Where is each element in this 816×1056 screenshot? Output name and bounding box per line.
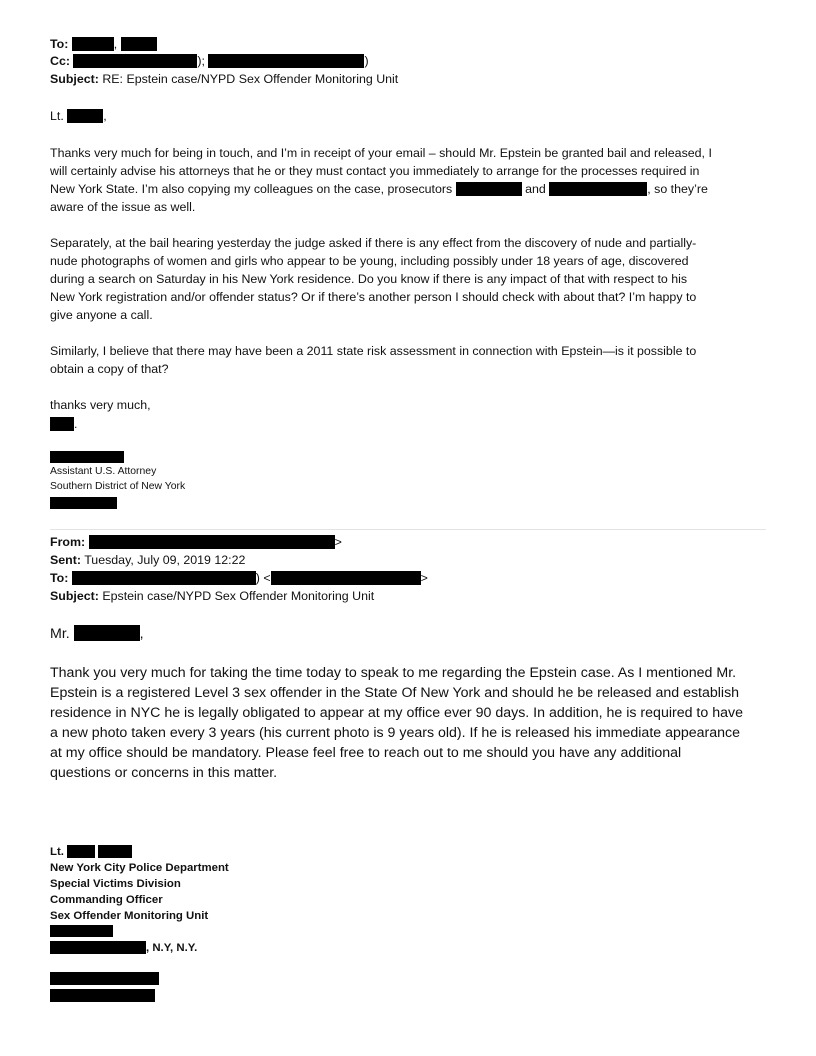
body-line: questions or concerns in this matter. — [50, 765, 278, 781]
to-mid: ) < — [255, 571, 271, 585]
redacted-sender-name — [50, 417, 74, 431]
p1-line: aware of the issue as well. — [50, 200, 196, 214]
p2-line: during a search on Saturday in his New York residence. Do you know if there is any impact of that with respect to his — [50, 272, 688, 286]
closing: thanks very much, — [50, 398, 151, 412]
p1-text: New York State. I’m also copying my colleagues on the case, prosecutors — [50, 182, 453, 196]
sig-office: Southern District of New York — [50, 481, 186, 492]
to-separator: , — [113, 37, 118, 51]
cc-end: ) — [364, 54, 369, 68]
p2-line: give anyone a call. — [50, 308, 153, 322]
p2-line: nude photographs of women and girls who appear to be young, including possibly under 18 years of age, discovered — [50, 254, 689, 268]
original-salutation — [50, 625, 144, 643]
redacted-prosecutor — [549, 182, 647, 196]
redacted-sender-address — [89, 535, 335, 549]
body-line: residence in NYC he is legally obligated to appear at my office ever 90 days. In addition, he is required to have — [50, 705, 743, 721]
redacted-signature-contact — [50, 497, 117, 509]
redacted-officer-last — [98, 845, 132, 858]
original-subject: Epstein case/NYPD Sex Offender Monitoring Unit — [102, 589, 375, 603]
redacted-name — [67, 109, 103, 123]
original-to-line — [50, 571, 428, 586]
cc-separator: ); — [197, 54, 205, 68]
redacted-email — [50, 989, 155, 1002]
redacted-officer-first — [67, 845, 95, 858]
p1-line: will certainly advise his attorneys that he or they must contact you immediately to arrange for the processes required in — [50, 164, 700, 178]
divider — [50, 529, 766, 530]
redacted-street — [50, 941, 146, 954]
redacted-cc-recipient — [208, 54, 364, 68]
body-line: Epstein is a registered Level 3 sex offender in the State Of New York and should he be released and establish — [50, 685, 740, 701]
closing-end: . — [74, 417, 78, 431]
sig-line: Sex Offender Monitoring Unit — [50, 910, 209, 922]
redacted-cc-recipient — [73, 54, 197, 68]
reply-salutation — [50, 109, 107, 124]
sig-title: Assistant U.S. Attorney — [50, 466, 157, 477]
sig-line: Special Victims Division — [50, 878, 181, 890]
sig-line: Commanding Officer — [50, 894, 163, 906]
body-line: a new photo taken every 3 years (his current photo is 9 years old). If he is released his immediate appearance — [50, 725, 741, 741]
redacted-address-line — [50, 925, 113, 937]
sig-prefix: Lt. — [50, 846, 64, 858]
p1-text: , so they’re — [647, 182, 708, 196]
p1-line: Thanks very much for being in touch, and I’m in receipt of your email – should Mr. Epstein be granted bail and released, I — [50, 146, 712, 160]
redacted-recipient — [72, 37, 114, 51]
closing-name — [50, 417, 77, 432]
reply-cc-line — [50, 54, 369, 69]
body-line: at my office should be mandatory. Please feel free to reach out to me should you have any additional — [50, 745, 682, 761]
p3-line: Similarly, I believe that there may have been a 2011 state risk assessment in connection with Epstein—is it possible to — [50, 344, 697, 358]
sig-line: New York City Police Department — [50, 862, 229, 874]
redacted-name — [74, 625, 140, 641]
original-sent-line — [50, 553, 245, 568]
salutation-suffix: , — [103, 109, 107, 123]
redacted-prosecutor — [456, 182, 522, 196]
redacted-phone — [50, 972, 159, 985]
to-label: To: — [50, 571, 69, 585]
from-end: > — [334, 535, 342, 549]
sig-city-line — [50, 940, 197, 956]
redacted-recipient — [72, 571, 256, 585]
p1-line — [50, 182, 708, 197]
reply-subject: RE: Epstein case/NYPD Sex Offender Monitoring Unit — [102, 72, 399, 86]
cc-label: Cc: — [50, 54, 70, 68]
officer-name-line — [50, 844, 132, 860]
salutation-prefix: Mr. — [50, 626, 70, 642]
to-label: To: — [50, 37, 69, 51]
reply-subject-line — [50, 72, 398, 87]
to-end: > — [420, 571, 428, 585]
p1-text: and — [525, 182, 546, 196]
sent-date: Tuesday, July 09, 2019 12:22 — [84, 553, 246, 567]
sig-city: , N.Y, N.Y. — [146, 942, 198, 954]
redacted-signature-name — [50, 451, 124, 463]
p2-line: New York registration and/or offender status? Or if there’s another person I should check with about that? I’m happy to — [50, 290, 697, 304]
original-from-line — [50, 535, 342, 550]
original-subject-line — [50, 589, 374, 604]
salutation-prefix: Lt. — [50, 109, 64, 123]
sent-label: Sent: — [50, 553, 81, 567]
body-line: Thank you very much for taking the time today to speak to me regarding the Epstein case. As I mentioned Mr. — [50, 665, 737, 681]
p3-line: obtain a copy of that? — [50, 362, 169, 376]
reply-to-line — [50, 37, 157, 52]
redacted-recipient — [121, 37, 157, 51]
salutation-suffix: , — [139, 626, 144, 642]
p2-line: Separately, at the bail hearing yesterday the judge asked if there is any effect from the discovery of nude and partially- — [50, 236, 697, 250]
subject-label: Subject: — [50, 589, 99, 603]
subject-label: Subject: — [50, 72, 99, 86]
from-label: From: — [50, 535, 86, 549]
redacted-recipient-address — [271, 571, 421, 585]
